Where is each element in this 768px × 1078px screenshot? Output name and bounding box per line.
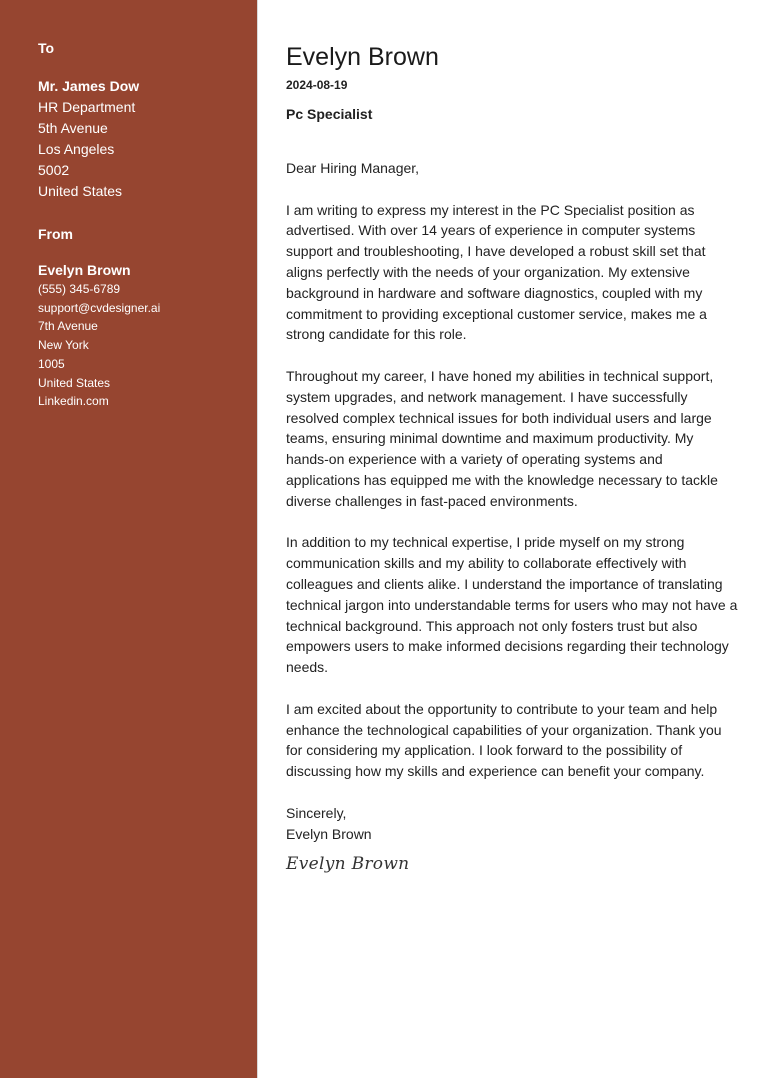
paragraph: I am writing to express my interest in the PC Specialist position as advertised. With over 14 years of experience in computer systems support and troubleshooting, I have developed a robust skill set that aligns perfectly with the needs of your organization. My extensive background in hardware and software diagnostics, coupled with my commitment to providing exceptional customer service, makes me a strong candidate for this role. — [286, 201, 707, 343]
closing-name: Evelyn Brown — [286, 825, 372, 842]
to-label: To — [38, 40, 55, 56]
letter-body — [258, 0, 768, 1078]
sender-email[interactable]: support@cvdesigner.ai — [38, 300, 161, 315]
sender-phone: (555) 345-6789 — [38, 282, 121, 296]
recipient-city: Los Angeles — [38, 141, 115, 157]
paragraph: Throughout my career, I have honed my abilities in technical support, system upgrades, and network management. I have successfully resolved complex technical issues for both individual users and large teams, ensuring minimal downtime and maximum productivity. My hands-on experience with a variety of operating systems and applications has equipped me with the knowledge necessary to tackle diverse challenges in fast-paced environments. — [286, 367, 718, 509]
job-title: Pc Specialist — [286, 106, 373, 122]
signature: Evelyn Brown — [286, 854, 410, 875]
sender-heading: Evelyn Brown — [286, 43, 439, 71]
sidebar — [0, 0, 257, 1078]
recipient-name: Mr. James Dow — [38, 78, 140, 94]
sender-website[interactable]: Linkedin.com — [38, 394, 109, 409]
from-label: From — [38, 226, 73, 242]
sender-zip: 1005 — [38, 356, 65, 371]
sender-country: United States — [38, 375, 111, 390]
recipient-department: HR Department — [38, 99, 136, 115]
sender-city: New York — [38, 338, 89, 353]
paragraph: In addition to my technical expertise, I pride myself on my strong communication skills and my ability to collaborate effectively with colleagues and clients alike. I understand the importance of translating technical jargon into understandable terms for users who may not have a technical background. This approach not only fosters trust but also empowers users to make informed decisions regarding their technology needs. — [286, 534, 738, 676]
sender-street: 7th Avenue — [38, 319, 98, 334]
sender-name: Evelyn Brown — [38, 262, 131, 278]
greeting: Dear Hiring Manager, — [286, 160, 420, 176]
closing: Sincerely, — [286, 804, 347, 821]
recipient-street: 5th Avenue — [38, 120, 108, 136]
paragraph: I am excited about the opportunity to contribute to your team and help enhance the technological capabilities of your organization. Thank you for considering my application. I look forward to the possibility of discussing how my skills and experience can benefit your company. — [286, 700, 722, 780]
letter-date: 2024-08-19 — [286, 78, 348, 92]
recipient-country: United States — [38, 183, 123, 199]
recipient-zip: 5002 — [38, 162, 70, 178]
